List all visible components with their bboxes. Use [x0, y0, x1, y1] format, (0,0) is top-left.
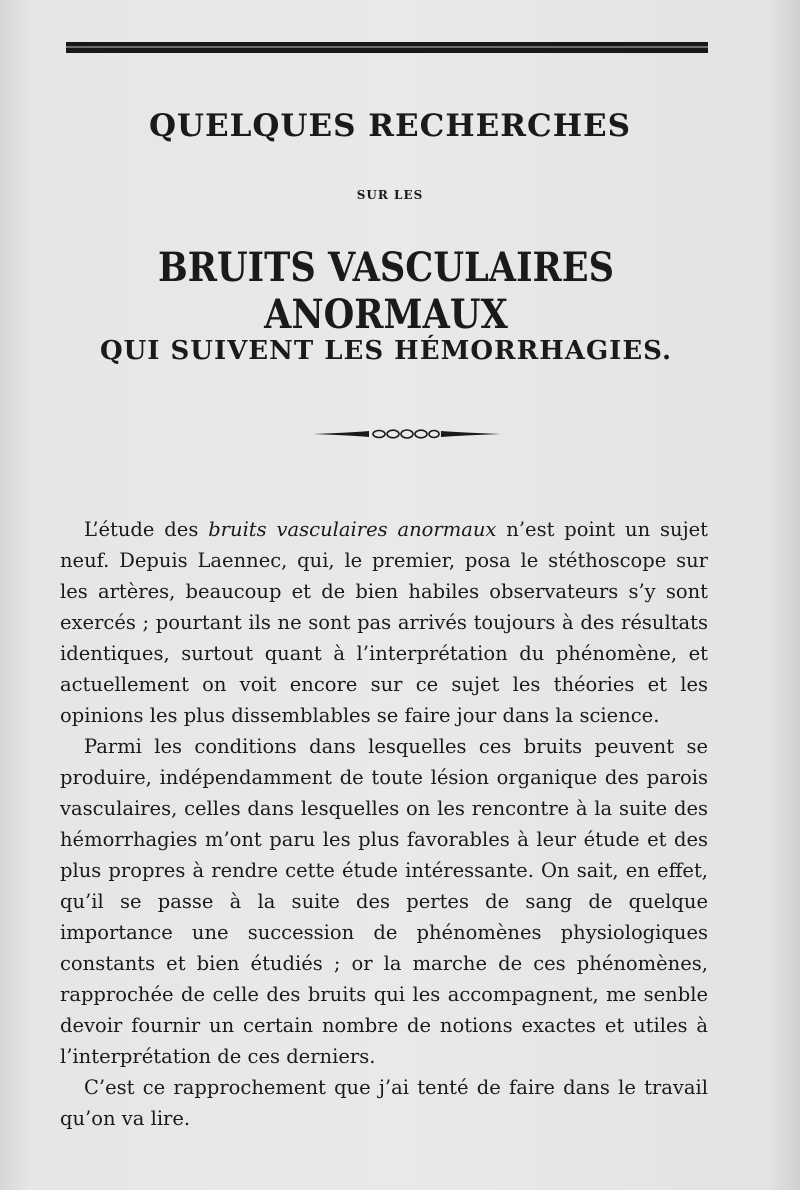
title-line-1: QUELQUES RECHERCHES: [148, 108, 632, 144]
paragraph-1-lead: L’étude des: [84, 518, 209, 541]
paragraph-3: C’est ce rapprochement que j’ai tenté de faire dans le travail qu’on va lire.: [60, 1076, 708, 1130]
paragraph-2: Parmi les conditions dans lesquelles ces bruits peuvent se produire, indépendamment de toute lésion organique des parois vasculaires, celles dans lesquelles on les rencontre à la suite des hémorrhagies m’ont paru les plus favorables à leur étude et des plus propres à rendre cette étude intéressante. On sait, en effet, qu’il se passe à la suite des pertes de sang de quelque importance une succession de phénomènes physiologiques constants et bien étudiés ; or la marche de ces phénomènes, rapprochée de celle des bruits qui les accompagnent, me senble devoir fournir un certain nombre de notions exactes et utiles à l’interprétation de ces derniers.: [60, 735, 708, 1068]
title-line-3: BRUITS VASCULAIRES ANORMAUX: [157, 244, 615, 338]
paragraph-1: [60, 514, 708, 731]
paragraph-1-emphasis: bruits vasculaires anormaux: [208, 518, 497, 541]
ornament-divider: [313, 426, 501, 442]
title-line-4: QUI SUIVENT LES HÉMORRHAGIES.: [99, 336, 673, 366]
paragraph-1-rest: n’est point un sujet neuf. Depuis Laennec, qui, le premier, posa le stéthoscope sur les artères, beaucoup et de bien habiles observateurs s’y sont exercés ; pourtant ils ne sont pas arrivés toujours à des résultats identiques, surtout quant à l’interprétation du phénomène, et actuellement on voit encore sur ce sujet les théories et les opinions les plus dissemblables se faire jour dans la science.: [60, 518, 708, 727]
title-line-2: SUR LES: [356, 188, 424, 202]
top-double-rule: [66, 42, 708, 53]
body-text: [60, 514, 708, 1134]
